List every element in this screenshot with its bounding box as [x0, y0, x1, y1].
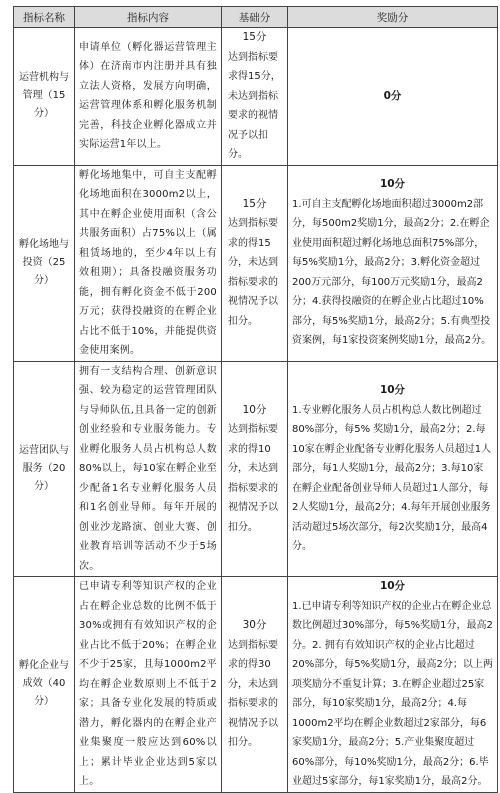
- evaluation-table-container: [13, 6, 497, 793]
- reward-score-value: 10分: [379, 580, 406, 592]
- base-score-value: 10分: [242, 403, 267, 416]
- table-row: [14, 361, 498, 577]
- indicator-content-cell: 拥有一支结构合理、创新意识强、较为稳定的运营管理团队与导师队伍,且具备一定的创新创业经验和专业服务能力。专业孵化服务人员占机构总人数80%以上，每10家在孵企业至少配备1名专业孵化服务人员和1名创业导师。每年开展的创业沙龙路演、创业大赛、创业教育培训等活动不少于5场次。: [75, 361, 222, 577]
- base-score-text: 达到指标要求的得10分，未达到指标要求的视情况予以扣分。: [228, 424, 278, 533]
- reward-score-text: 1.可自主支配孵化场地面积超过3000m2部分，每500m2奖励1分，最高2分；2.在孵企业使用面积超过孵化场地总面积75%部分，每5%奖励1分，最高2分；3.孵化资金超过200万元部分，每100万元奖励1分，最高2分；4.获得投融资的在孵企业占比超过10%部分，每5%奖励1分，最高2分；5.有典型投资案例，每1家投资案例奖励1分，最高2分。: [292, 198, 492, 347]
- indicator-name-cell: 孵化企业与成效（40分）: [14, 577, 75, 793]
- reward-score-text: 1.专业孵化服务人员占机构总人数比例超过80%部分，每5% 奖励1分，最高2分；2.每10家在孵企业配备专业孵化服务人员超过1人部分，每1人奖励1分，最高2分；3.每10家在孵企业配备创业导师人员超过1人部分，每2人奖励1分，最高2分；4.每年开展创业服务活动超过5场次部分，每2次奖励1分，最高4分。: [292, 404, 492, 552]
- base-score-value: 30分: [242, 619, 267, 631]
- base-score-value: 15分: [242, 31, 267, 43]
- header-indicator-content: 指标内容: [75, 7, 222, 28]
- base-score-cell: [222, 577, 288, 793]
- base-score-text: 达到指标要求的得30分，未达到指标要求的视情况予以扣分。: [228, 639, 278, 748]
- base-score-cell: [222, 28, 288, 166]
- indicator-name-cell: 运营团队与服务（20分）: [14, 361, 75, 577]
- base-score-value: 15分: [242, 197, 267, 210]
- table-row: [14, 165, 498, 361]
- indicator-content-cell: 申请单位（孵化器运营管理主体）在济南市内注册并具有独立法人资格，发展方向明确，运营管理体系和孵化服务机制完善，科技企业孵化器成立并实际运营1年以上。: [75, 28, 222, 166]
- base-score-cell: [222, 361, 288, 577]
- indicator-name-cell: 孵化场地与投资（25分）: [14, 165, 75, 361]
- reward-score-value: 10分: [379, 384, 406, 396]
- reward-score-text: 1.已申请专利等知识产权的企业占在孵企业总数比例超过30%部分，每5%奖励1分，最高2分。2. 拥有有效知识产权的企业占比超过20%部分，每5%奖励1分，最高2分；以上两项奖励分不重复计算；3.在孵企业超过25家部分，每10家奖励1分，最高2分；4.每1000m2平均在孵企业数超过2家部分，每6家奖励1分，最高2分；5.产业集聚度超过60%部分，每10%奖励1分，最高2分；6.毕业超过5家部分，每1家奖励1分，最高2分。: [292, 600, 493, 787]
- reward-score-value: 0分: [383, 89, 402, 102]
- table-header-row: [14, 7, 498, 28]
- header-reward-score: 奖励分: [288, 7, 498, 28]
- reward-score-cell: [288, 361, 498, 577]
- header-base-score: 基础分: [222, 7, 288, 28]
- reward-score-cell: [288, 28, 498, 166]
- indicator-name-cell: 运营机构与管理（15分）: [14, 28, 75, 166]
- base-score-cell: [222, 165, 288, 361]
- indicator-content-cell: 已申请专利等知识产权的企业占在孵企业总数的比例不低于30%或拥有有效知识产权的企业占比不低于20%；在孵企业不少于25家，且每1000m2平均在孵企业数原则上不低于2家；具备专业化发展的特质或潜力，孵化器内的在孵企业产业集聚度一般应达到60%以上；累计毕业企业达到5家以上。: [75, 577, 222, 793]
- indicator-content-cell: 孵化场地集中，可自主支配孵化场地面积在3000m2以上，其中在孵企业使用面积（含公共服务面积）占75%以上（属租赁场地的，至少4年以上有效租期）；具备投融资服务功能，拥有孵化资金不低于200万元；获得投融资的在孵企业占比不低于10%，并能提供资金使用案例。: [75, 165, 222, 361]
- reward-score-cell: [288, 577, 498, 793]
- table-row: [14, 28, 498, 166]
- evaluation-table: [13, 6, 498, 793]
- reward-score-value: 10分: [379, 178, 406, 191]
- header-indicator-name: 指标名称: [14, 7, 75, 28]
- table-row: [14, 577, 498, 793]
- base-score-text: 达到指标要求得15分，未达到指标要求的视情况予以扣分。: [228, 51, 281, 160]
- base-score-text: 达到指标要求的得15分，未达到指标要求的视情况予以扣分。: [228, 218, 278, 327]
- reward-score-cell: [288, 165, 498, 361]
